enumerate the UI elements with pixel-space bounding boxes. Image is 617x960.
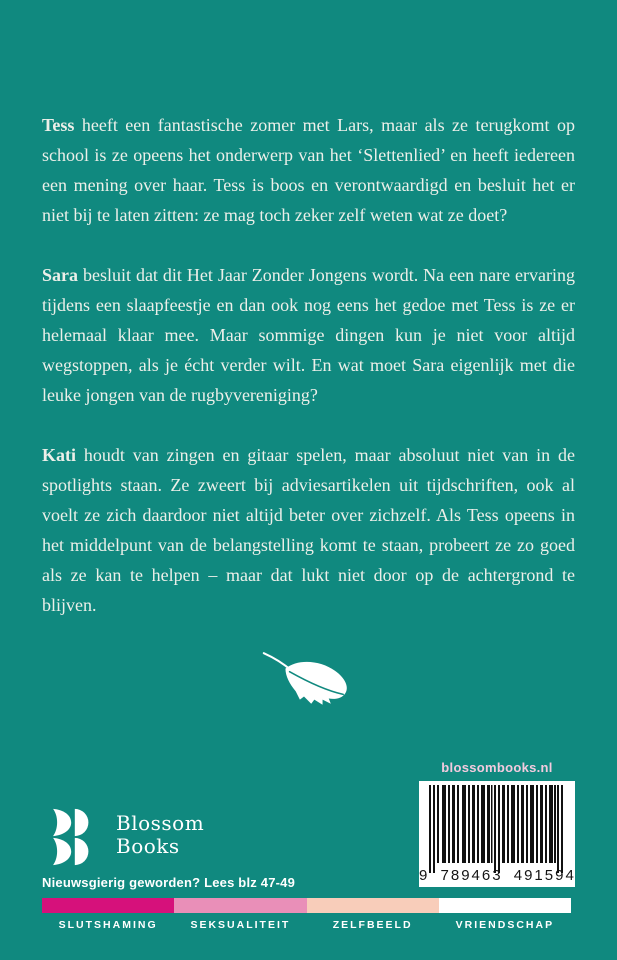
paragraph-text-tess: heeft een fantastische zomer met Lars, maar als ze terugkomt op school is ze opeens het onderwerp van het ‘Slettenlied’ en heeft iedereen een mening over haar. Tess is boos en verontwaardigd en besluit het er niet bij te laten zitten: ze mag toch zeker zelf weten wat ze doet?: [42, 115, 575, 225]
theme-labels: [42, 919, 571, 931]
theme-segment-2: [174, 898, 306, 913]
character-name-kati: Kati: [42, 445, 76, 465]
teaser-text: Nieuwsgierig geworden? Lees blz 47-49: [42, 875, 296, 890]
character-name-tess: Tess: [42, 115, 75, 135]
publisher-wordmark: [116, 812, 204, 858]
theme-label-3: ZELFBEELD: [332, 919, 413, 931]
theme-label-2: SEKSUALITEIT: [190, 919, 291, 931]
theme-segment-1: [42, 898, 174, 913]
theme-label-1: SLUTSHAMING: [58, 919, 158, 931]
blurb-paragraph-tess: [42, 110, 575, 230]
theme-label-4: VRIENDSCHAP: [455, 919, 555, 931]
blurb-paragraph-kati: [42, 440, 575, 620]
character-name-sara: Sara: [42, 265, 78, 285]
blossom-books-logo-icon: [44, 807, 102, 867]
paragraph-text-sara: besluit dat dit Het Jaar Zonder Jongens wordt. Na een nare ervaring tijdens een slaapfeestje en dan ook nog eens het gedoe met Tess is ze er helemaal klaar mee. Maar sommige dingen kun je niet voor altijd wegstoppen, als je écht verder wilt. En wat moet Sara eigenlijk met die leuke jongen van de rugbyvereniging?: [42, 265, 575, 405]
barcode: [419, 781, 575, 887]
isbn-number: 9 789463 491594: [419, 867, 576, 884]
feather-icon: [256, 648, 352, 714]
theme-segment-4: [439, 898, 571, 913]
theme-bar: [42, 898, 571, 913]
publisher-wordmark-line2: Books: [116, 834, 180, 858]
publisher-website: blossombooks.nl: [441, 760, 553, 775]
blurb-text: [42, 110, 575, 650]
blurb-paragraph-sara: [42, 260, 575, 410]
paragraph-text-kati: houdt van zingen en gitaar spelen, maar absoluut niet van in de spotlights staan. Ze zweert bij adviesartikelen uit tijdschriften, ook al voelt ze zich daardoor niet altijd beter over zichzelf. Als Tess opeens in het middelpunt van de belangstelling komt te staan, probeert ze zo goed als ze kan te helpen – maar dat lukt niet door op de achtergrond te blijven.: [42, 445, 575, 615]
publisher-wordmark-line1: Blossom: [116, 811, 205, 835]
theme-segment-3: [307, 898, 439, 913]
